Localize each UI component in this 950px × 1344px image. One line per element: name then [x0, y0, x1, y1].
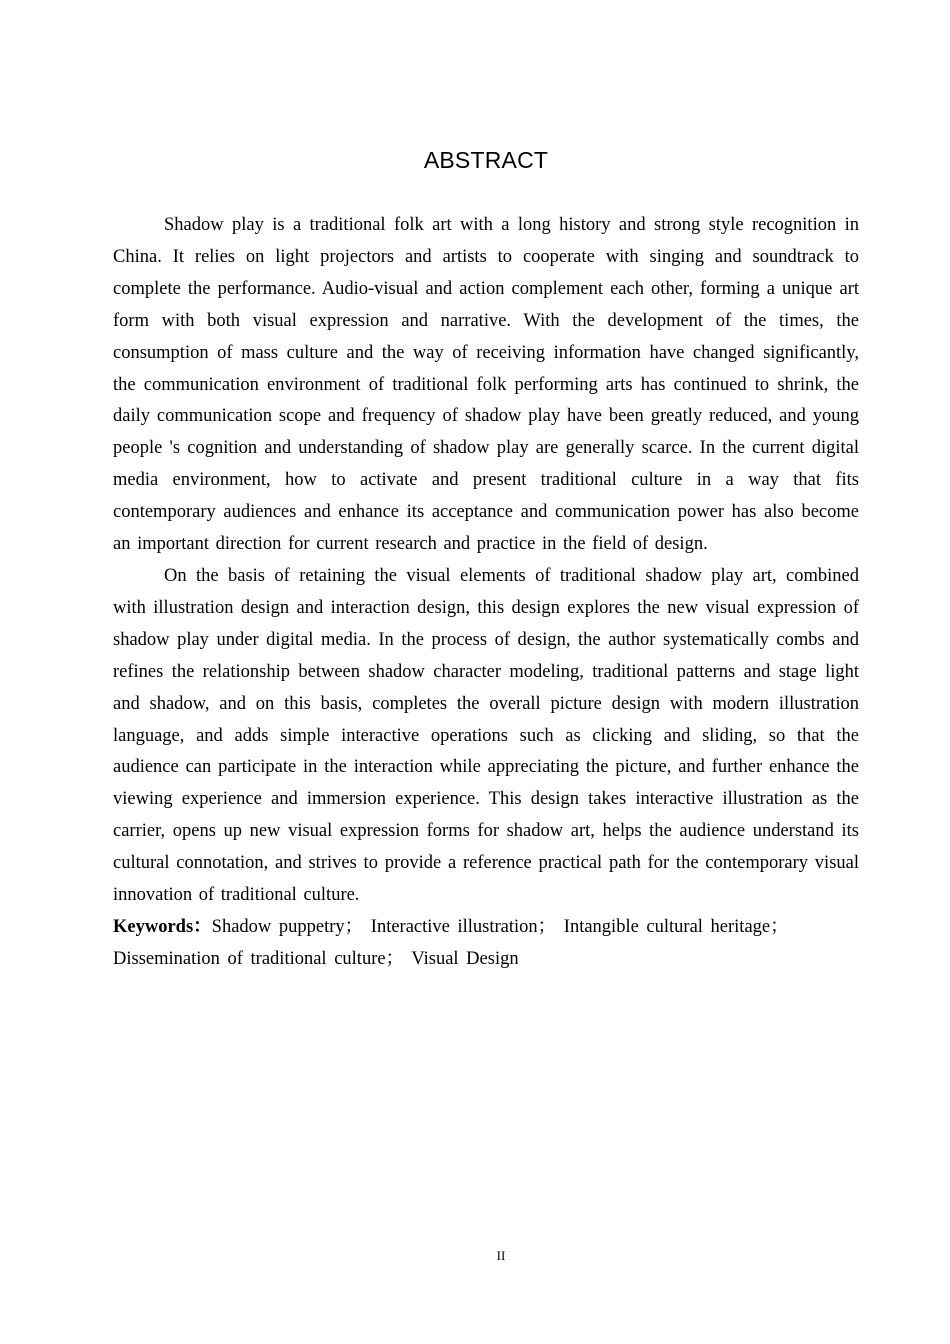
keywords-line-2: Dissemination of traditional culture； Visual Design: [113, 948, 519, 969]
abstract-paragraph-1: Shadow play is a traditional folk art with a long history and strong style recognition in China. It relies on light projectors and artists to cooperate with singing and soundtrack to complete the performance. Audio-visual and action complement each other, forming a unique art form with both visual expression and narrative. With the development of the times, the consumption of mass culture and the way of receiving information have changed significantly, the communication environment of traditional folk performing arts has continued to shrink, the daily communication scope and frequency of shadow play have been greatly reduced, and young people 's cognition and understanding of shadow play are generally scarce. In the current digital media environment, how to activate and present traditional culture in a way that fits contemporary audiences and enhance its acceptance and communication power has also become an important direction for current research and practice in the field of design.: [113, 215, 859, 555]
abstract-body: [113, 210, 859, 976]
keywords-label: Keywords：: [113, 916, 212, 937]
keywords-section: [113, 912, 859, 976]
page-number: II: [496, 1248, 506, 1263]
abstract-paragraph-2: On the basis of retaining the visual elements of traditional shadow play art, combined with illustration design and interaction design, this design explores the new visual expression of shadow play under digital media. In the process of design, the author systematically combs and refines the relationship between shadow character modeling, traditional patterns and stage light and shadow, and on this basis, completes the overall picture design with modern illustration language, and adds simple interactive operations such as clicking and sliding, so that the audience can participate in the interaction while appreciating the picture, and further enhance the viewing experience and immersion experience. This design takes interactive illustration as the carrier, opens up new visual expression forms for shadow art, helps the audience understand its cultural connotation, and strives to provide a reference practical path for the contemporary visual innovation of traditional culture.: [113, 565, 859, 906]
page-title: ABSTRACT: [423, 147, 549, 173]
keywords-line-1: Shadow puppetry； Interactive illustration； Intangible cultural heritage；: [211, 916, 789, 937]
